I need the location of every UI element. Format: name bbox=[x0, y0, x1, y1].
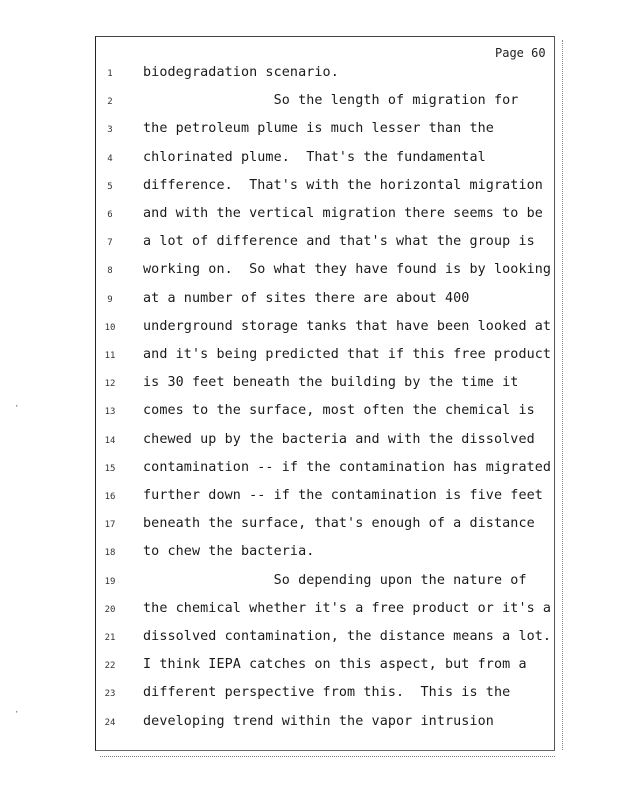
transcript-line bbox=[0, 258, 618, 286]
line-number: 5 bbox=[107, 181, 113, 192]
left-margin-mark-bottom: · bbox=[14, 708, 20, 718]
line-number: 24 bbox=[104, 717, 116, 728]
line-text: dissolved contamination, the distance means a lot. bbox=[143, 629, 552, 644]
transcript-line bbox=[0, 174, 618, 202]
transcript-line bbox=[0, 371, 618, 399]
line-text: difference. That's with the horizontal migration bbox=[143, 177, 543, 193]
transcript-line bbox=[0, 315, 618, 343]
line-number: 8 bbox=[107, 266, 113, 277]
line-text: underground storage tanks that have been looked at bbox=[143, 318, 552, 334]
line-text: chewed up by the bacteria and with the dissolved bbox=[143, 431, 535, 447]
line-number: 15 bbox=[104, 463, 116, 474]
line-text: So depending upon the nature of bbox=[143, 572, 527, 588]
transcript-line bbox=[0, 146, 618, 174]
line-text: comes to the surface, most often the chemical is bbox=[143, 403, 535, 419]
line-text: working on. So what they have found is by looking bbox=[143, 262, 552, 278]
line-number: 23 bbox=[104, 689, 116, 700]
transcript-line bbox=[0, 484, 618, 512]
line-text: to chew the bacteria. bbox=[143, 544, 315, 560]
line-number: 6 bbox=[107, 210, 113, 220]
transcript-line bbox=[0, 597, 618, 625]
line-number: 12 bbox=[104, 379, 116, 390]
transcript-line bbox=[0, 343, 618, 371]
line-number: 16 bbox=[104, 492, 116, 502]
transcript-line bbox=[0, 653, 618, 681]
transcript-line bbox=[0, 569, 618, 597]
transcript-line bbox=[0, 428, 618, 456]
line-text: different perspective from this. This is the bbox=[143, 685, 511, 701]
line-text: So the length of migration for bbox=[143, 93, 519, 109]
transcript-line bbox=[0, 399, 618, 427]
line-text: the chemical whether it's a free product or it's a bbox=[143, 600, 552, 616]
transcript-line bbox=[0, 117, 618, 145]
line-text: the petroleum plume is much lesser than the bbox=[143, 121, 494, 137]
line-number: 1 bbox=[107, 69, 113, 79]
line-text: and with the vertical migration there seems to be bbox=[143, 206, 543, 221]
line-number: 9 bbox=[107, 294, 113, 305]
line-text: beneath the surface, that's enough of a distance bbox=[143, 516, 535, 532]
line-text: developing trend within the vapor intrusion bbox=[143, 713, 494, 729]
transcript-line bbox=[0, 540, 618, 568]
line-number: 2 bbox=[107, 97, 113, 108]
transcript-line bbox=[0, 512, 618, 540]
line-text: at a number of sites there are about 400 bbox=[143, 290, 470, 306]
line-number: 22 bbox=[104, 661, 116, 672]
left-margin-mark: · bbox=[14, 402, 20, 412]
line-number: 10 bbox=[104, 322, 116, 333]
line-text: and it's being predicted that if this free product bbox=[143, 347, 552, 362]
line-text: biodegradation scenario. bbox=[143, 65, 339, 80]
transcript-line bbox=[0, 287, 618, 315]
line-number: 18 bbox=[104, 548, 116, 559]
line-text: contamination -- if the contamination has migrated bbox=[143, 459, 552, 475]
transcript-line bbox=[0, 61, 618, 89]
line-number: 20 bbox=[104, 604, 116, 615]
line-number: 3 bbox=[107, 125, 113, 136]
line-number: 14 bbox=[104, 435, 116, 446]
transcript-line bbox=[0, 456, 618, 484]
transcript-line bbox=[0, 230, 618, 258]
transcript-line bbox=[0, 202, 618, 230]
line-text: further down -- if the contamination is five feet bbox=[143, 488, 543, 503]
line-number: 19 bbox=[104, 576, 116, 587]
line-text: I think IEPA catches on this aspect, but from a bbox=[143, 657, 527, 673]
footer-rule bbox=[100, 756, 555, 758]
transcript-line bbox=[0, 710, 618, 738]
page-number-label: Page 60 bbox=[495, 46, 546, 60]
line-number: 11 bbox=[104, 351, 116, 361]
line-text: a lot of difference and that's what the group is bbox=[143, 234, 535, 250]
line-number: 7 bbox=[107, 238, 113, 249]
line-number: 4 bbox=[107, 153, 113, 164]
line-number: 17 bbox=[104, 520, 116, 531]
transcript-line bbox=[0, 89, 618, 117]
line-number: 21 bbox=[104, 633, 116, 643]
transcript-line bbox=[0, 681, 618, 709]
line-text: chlorinated plume. That's the fundamental bbox=[143, 149, 486, 165]
transcript-line bbox=[0, 625, 618, 653]
line-number: 13 bbox=[104, 407, 116, 418]
line-text: is 30 feet beneath the building by the time it bbox=[143, 375, 519, 391]
